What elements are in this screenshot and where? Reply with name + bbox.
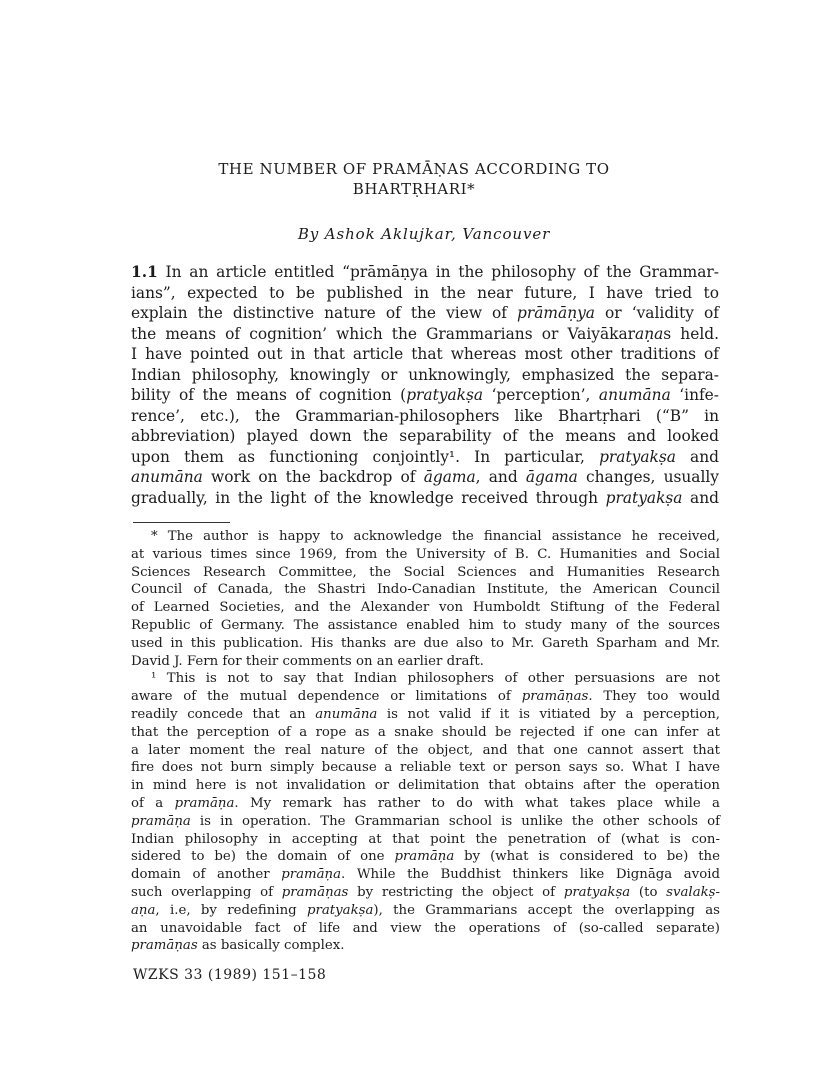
body-line: the means of cognition’ which the Grammarians or Vaiyākaraṇas held. <box>131 324 719 343</box>
footnote-line: that the perception of a rope as a snake should be rejected if one can infer at <box>131 724 720 740</box>
footnote-line: such overlapping of pramāṇas by restricting the object of pratyakṣa (to svalakṣ- <box>131 884 720 900</box>
footnote-line: of Learned Societies, and the Alexander von Humboldt Stiftung of the Federal <box>131 600 720 616</box>
footnote-line: readily concede that an anumāna is not valid if it is vitiated by a perception, <box>131 706 720 722</box>
footnote-line: sidered to be) the domain of one pramāṇa by (what is considered to be) the <box>131 849 720 865</box>
article-title <box>0 159 828 199</box>
body-line: rence’, etc.), the Grammarian-philosophers like Bhartṛhari (“B” in <box>131 406 719 425</box>
body-line: Indian philosophy, knowingly or unknowingly, emphasized the separa- <box>131 365 719 384</box>
footnote-line: Council of Canada, the Shastri Indo-Canadian Institute, the American Council <box>131 582 720 598</box>
body-text <box>131 262 719 508</box>
footnote-line: Indian philosophy in accepting at that point the penetration of (what is con- <box>131 831 720 847</box>
footnote-one <box>131 670 720 688</box>
body-line: I have pointed out in that article that whereas most other traditions of <box>131 345 719 363</box>
footnote-line: Republic of Germany. The assistance enabled him to study many of the sources <box>131 617 720 633</box>
footnote-line: pramāṇa is in operation. The Grammarian school is unlike the other schools of <box>131 813 720 829</box>
footnotes <box>131 528 720 955</box>
title-line-1: THE NUMBER OF PRAMĀṆAS ACCORDING TO <box>218 160 610 178</box>
section-number: 1.1 <box>131 263 158 281</box>
footnote-line: in mind here is not invalidation or delimitation that obtains after the operation <box>131 778 720 794</box>
body-line: bility of the means of cognition (pratyakṣa ‘perception’, anumāna ‘infe- <box>131 386 719 404</box>
body-line: ians”, expected to be published in the near future, I have tried to <box>131 283 719 302</box>
footnote-line: * The author is happy to acknowledge the financial assistance he received, <box>151 529 720 544</box>
body-line: abbreviation) played down the separability of the means and looked <box>131 427 719 445</box>
body-line: 1.1 In an article entitled “prāmāṇya in the philosophy of the Grammar- <box>131 263 719 281</box>
footnote-line: Sciences Research Committee, the Social Sciences and Humanities Research <box>131 564 720 580</box>
author-byline: By Ashok Aklujkar, Vancouver <box>297 225 551 243</box>
footnote-line: a later moment the real nature of the object, and that one cannot assert that <box>131 742 720 758</box>
footnote-line: at various times since 1969, from the University of B. C. Humanities and Social <box>131 546 720 562</box>
footnote-line: ¹ This is not to say that Indian philosophers of other persuasions are not <box>151 671 720 687</box>
footnote-line: fire does not burn simply because a reliable text or person says so. What I have <box>131 760 720 776</box>
footnote-star <box>131 528 720 546</box>
footnote-divider <box>133 522 230 523</box>
body-line: explain the distinctive nature of the view of prāmāṇya or ‘validity of <box>131 304 719 322</box>
footnote-line: aware of the mutual dependence or limitations of pramāṇas. They too would <box>131 689 720 705</box>
body-line: gradually, in the light of the knowledge received through pratyakṣa and <box>131 488 719 507</box>
footnote-line: domain of another pramāṇa. While the Buddhist thinkers like Dignāga avoid <box>131 867 720 883</box>
body-line: upon them as functioning conjointly¹. In particular, pratyakṣa and <box>131 447 719 466</box>
footnote-line: pramāṇas as basically complex. <box>131 938 345 954</box>
body-line: anumāna work on the backdrop of āgama, and āgama changes, usually <box>131 468 720 486</box>
footnote-line: used in this publication. His thanks are due also to Mr. Gareth Sparham and Mr. <box>131 635 720 651</box>
footnote-line: aṇa, i.e, by redefining pratyakṣa), the Grammarians accept the overlapping as <box>131 902 721 918</box>
journal-citation: WZKS 33 (1989) 151–158 <box>133 967 327 983</box>
footnote-line: David J. Fern for their comments on an earlier draft. <box>131 653 484 669</box>
footnote-line: an unavoidable fact of life and view the operations of (so-called separate) <box>131 920 720 936</box>
footnote-line: of a pramāṇa. My remark has rather to do with what takes place while a <box>131 795 720 811</box>
title-line-2: BHARTṚHARI* <box>352 180 476 198</box>
